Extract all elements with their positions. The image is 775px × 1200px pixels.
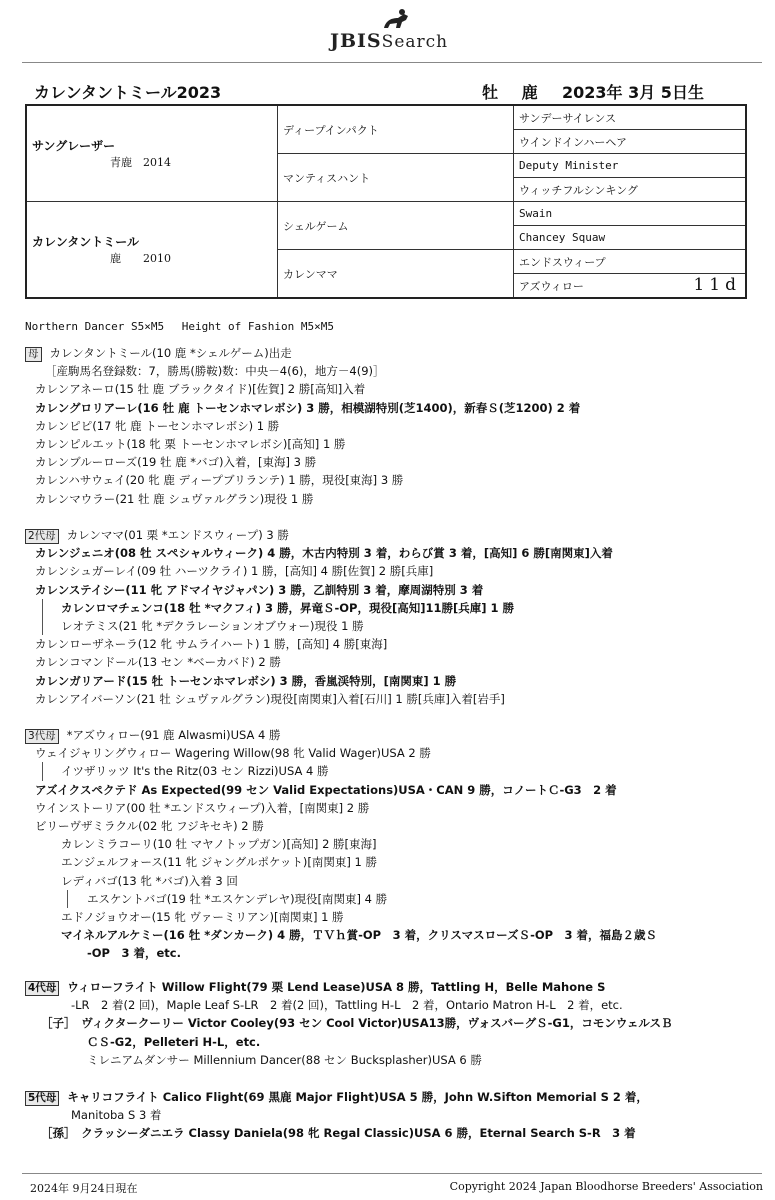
ped-ssd[interactable]: ウインドインハーヘア	[514, 130, 747, 154]
list-item: カレンハサウェイ(20 牝 鹿 ディープブリランテ) 1 勝，現役[東海] 3 勝	[35, 473, 404, 488]
list-item: カレンブルーローズ(19 牡 鹿 *バゴ)入着，[東海] 3 勝	[35, 455, 317, 470]
horse-name: カレンタントミール2023	[34, 83, 222, 102]
section-badge: 3代母	[25, 729, 59, 744]
family-code: 11d	[693, 275, 741, 295]
list-item: ビリーヴザミラクル(02 牝 フジキセキ) 2 勝	[35, 818, 264, 833]
fifth-dam-line: キャリコフライト Calico Flight(69 黒鹿 Major Flight)USA 5 勝，John W.Sifton Memorial S 2 着，	[67, 1090, 648, 1104]
list-item: カレンステイシー(11 牝 アドマイヤジャパン) 3 勝，乙訓特別 3 着，摩周湖特別 3 着	[35, 582, 484, 597]
list-item: カレンジェニオ(08 牡 スペシャルウィーク) 4 勝，木古内特別 3 着，わらび賞 3 着，[高知] 6 勝[南関東]入着	[35, 546, 613, 561]
logo-search: Search	[381, 32, 449, 52]
ped-dss[interactable]: Swain	[514, 202, 747, 226]
list-item: カレンミラコーリ(10 牡 マヤノトップガン)[高知] 2 勝[東海]	[61, 837, 377, 852]
fifth-dam-cont: Manitoba S 3 着	[71, 1108, 162, 1123]
ped-ddd: アズウィロー	[519, 279, 584, 293]
horse-jockey-icon	[378, 8, 418, 32]
section-badge: 4代母	[25, 981, 59, 996]
list-item: マイネルアルケミー(16 牡 *ダンカーク) 4 勝，ＴＶｈ賞-OP 3 着，クリスマスローズＳ-OP 3 着，福島２歳Ｓ	[61, 928, 658, 943]
dam-sub: 鹿 2010	[110, 252, 171, 265]
sire-dam-cell[interactable]: マンティスハント	[278, 154, 514, 202]
ped-dsd[interactable]: Chancey Squaw	[514, 226, 747, 250]
pedigree-table	[25, 104, 747, 299]
list-item: ミレニアムダンサー Millennium Dancer(88 セン Bucksplasher)USA 6 勝	[87, 1052, 482, 1067]
section-second-dam	[25, 526, 613, 708]
jbis-search-logo[interactable]	[330, 8, 460, 54]
ped-sdd[interactable]: ウィッチフルシンキング	[514, 178, 747, 202]
section-badge: 5代母	[25, 1091, 59, 1106]
sire-sub: 青鹿 2014	[110, 156, 171, 169]
list-item: エンジェルフォース(11 牝 ジャングルポケット)[南関東] 1 勝	[61, 855, 377, 870]
list-item: カレングロリアーレ(16 牡 鹿 トーセンホマレボシ) 3 勝，相模湖特別(芝1400)，新春Ｓ(芝1200) 2 着	[35, 400, 581, 415]
footer-divider	[22, 1173, 762, 1174]
section-dam	[25, 344, 580, 508]
list-item: カレンマウラー(21 牡 鹿 シュヴァルグラン)現役 1 勝	[35, 491, 314, 506]
ped-ddd-cell[interactable]	[514, 274, 747, 299]
sire-sire-cell[interactable]: ディープインパクト	[278, 105, 514, 154]
section-third-dam	[25, 726, 657, 962]
header-divider	[22, 62, 762, 63]
horse-title-row	[30, 80, 745, 102]
list-item: カレンアネーロ(15 牡 鹿 ブラックタイド)[佐賀] 2 勝[高知]入着	[35, 382, 366, 397]
fourth-dam-line: ウィローフライト Willow Flight(79 栗 Lend Lease)USA 8 勝，Tattling H，Belle Mahone S	[67, 980, 606, 994]
list-item: カレンアイバーソン(21 牡 シュヴァルグラン)現役[南関東]入着[石川] 1 勝[兵庫]入着[岩手]	[35, 691, 505, 706]
list-item: イツザリッツ It's the Ritz(03 セン Rizzi)USA 4 勝	[61, 764, 329, 779]
list-item: エドノジョウオー(15 牝 ヴァーミリアン)[南関東] 1 勝	[61, 909, 344, 924]
sire-name: サングレーザー	[32, 139, 116, 153]
copyright: Copyright 2024 Japan Bloodhorse Breeders' Association	[449, 1180, 763, 1193]
ped-dds[interactable]: エンドスウィープ	[514, 250, 747, 274]
list-item-cont: ＣＳ-G2，Pelleteri H-L，etc.	[87, 1034, 261, 1049]
list-item: カレンピピ(17 牝 鹿 トーセンホマレボシ) 1 勝	[35, 418, 280, 433]
list-item: ウェイジャリングウィロー Wagering Willow(98 牝 Valid Wager)USA 2 勝	[35, 746, 431, 761]
list-item: アズイクスペクテド As Expected(99 セン Valid Expectations)USA・CAN 9 勝，コノートＣ-G3 2 着	[35, 782, 617, 797]
section-badge: 2代母	[25, 529, 59, 544]
horse-sex-color: 牡 鹿	[482, 83, 547, 102]
dam-sire-cell[interactable]: シェルゲーム	[278, 202, 514, 250]
list-item: ウインストーリア(00 牡 *エンドスウィープ)入着，[南関東] 2 勝	[35, 800, 370, 815]
section-badge: 母	[25, 347, 42, 362]
second-dam-line: カレンママ(01 栗 *エンドスウィープ) 3 勝	[66, 528, 289, 542]
ped-sss[interactable]: サンデーサイレンス	[514, 105, 747, 130]
list-item: カレンローザネーラ(12 牝 サムライハート) 1 勝，[高知] 4 勝[東海]	[35, 637, 388, 652]
section-fifth-dam	[25, 1088, 648, 1143]
list-item: ［子］ ヴィクタークーリー Victor Cooley(93 セン Cool Victor)USA13勝，ヴォスバーグＳ-G1，コモンウェルスＢ	[41, 1016, 673, 1031]
horse-birth-date: 2023年 3月 5日生	[562, 83, 704, 102]
list-item: レオテミス(21 牝 *デクラレーションオブウォー)現役 1 勝	[61, 618, 364, 633]
logo-jbis: JBIS	[330, 30, 382, 52]
fourth-dam-cont: -LR 2 着(2 回)，Maple Leaf S-LR 2 着(2 回)，Tattling H-L 2 着，Ontario Matron H-L 2 着，etc.	[71, 998, 623, 1013]
list-item: ［孫］ クラッシーダニエラ Classy Daniela(98 牝 Regal Classic)USA 6 勝，Eternal Search S-R 3 着	[41, 1126, 636, 1141]
offspring-stats: ［産駒馬名登録数：7，勝馬(勝鞍)数：中央－4(6)，地方－4(9)］	[45, 364, 385, 379]
inbreeding-note: Northern Dancer S5×M5 Height of Fashion M5×M5	[25, 320, 335, 333]
sire-cell[interactable]	[26, 105, 278, 202]
as-of-date: 2024年 9月24日現在	[30, 1182, 138, 1195]
list-item: カレンシュガーレイ(09 牡 ハーツクライ) 1 勝，[高知] 4 勝[佐賀] 2 勝[兵庫]	[35, 564, 434, 579]
list-item: カレンコマンドール(13 セン *ベーカバド) 2 勝	[35, 655, 281, 670]
dam-cell[interactable]	[26, 202, 278, 299]
third-dam-line: *アズウィロー(91 鹿 Alwasmi)USA 4 勝	[66, 728, 281, 742]
list-item: カレンロマチェンコ(18 牡 *マクフィ) 3 勝，昇竜Ｓ-OP，現役[高知]11勝[兵庫] 1 勝	[61, 600, 515, 615]
list-item-cont: -OP 3 着，etc.	[87, 946, 181, 961]
list-item: エスケントバゴ(19 牡 *エスケンデレヤ)現役[南関東] 4 勝	[87, 891, 388, 906]
dam-dam-cell[interactable]: カレンママ	[278, 250, 514, 299]
section-fourth-dam	[25, 978, 673, 1069]
list-item: カレンピルエット(18 牝 栗 トーセンホマレボシ)[高知] 1 勝	[35, 436, 346, 451]
dam-name: カレンタントミール	[32, 235, 139, 249]
dam-line: カレンタントミール(10 鹿 *シェルゲーム)出走	[49, 346, 292, 360]
list-item: カレンガリアード(15 牡 トーセンホマレボシ) 3 勝，香嵐渓特別，[南関東] 1 勝	[35, 673, 457, 688]
ped-sds[interactable]: Deputy Minister	[514, 154, 747, 178]
list-item: レディバゴ(13 牝 *バゴ)入着 3 回	[61, 873, 238, 888]
